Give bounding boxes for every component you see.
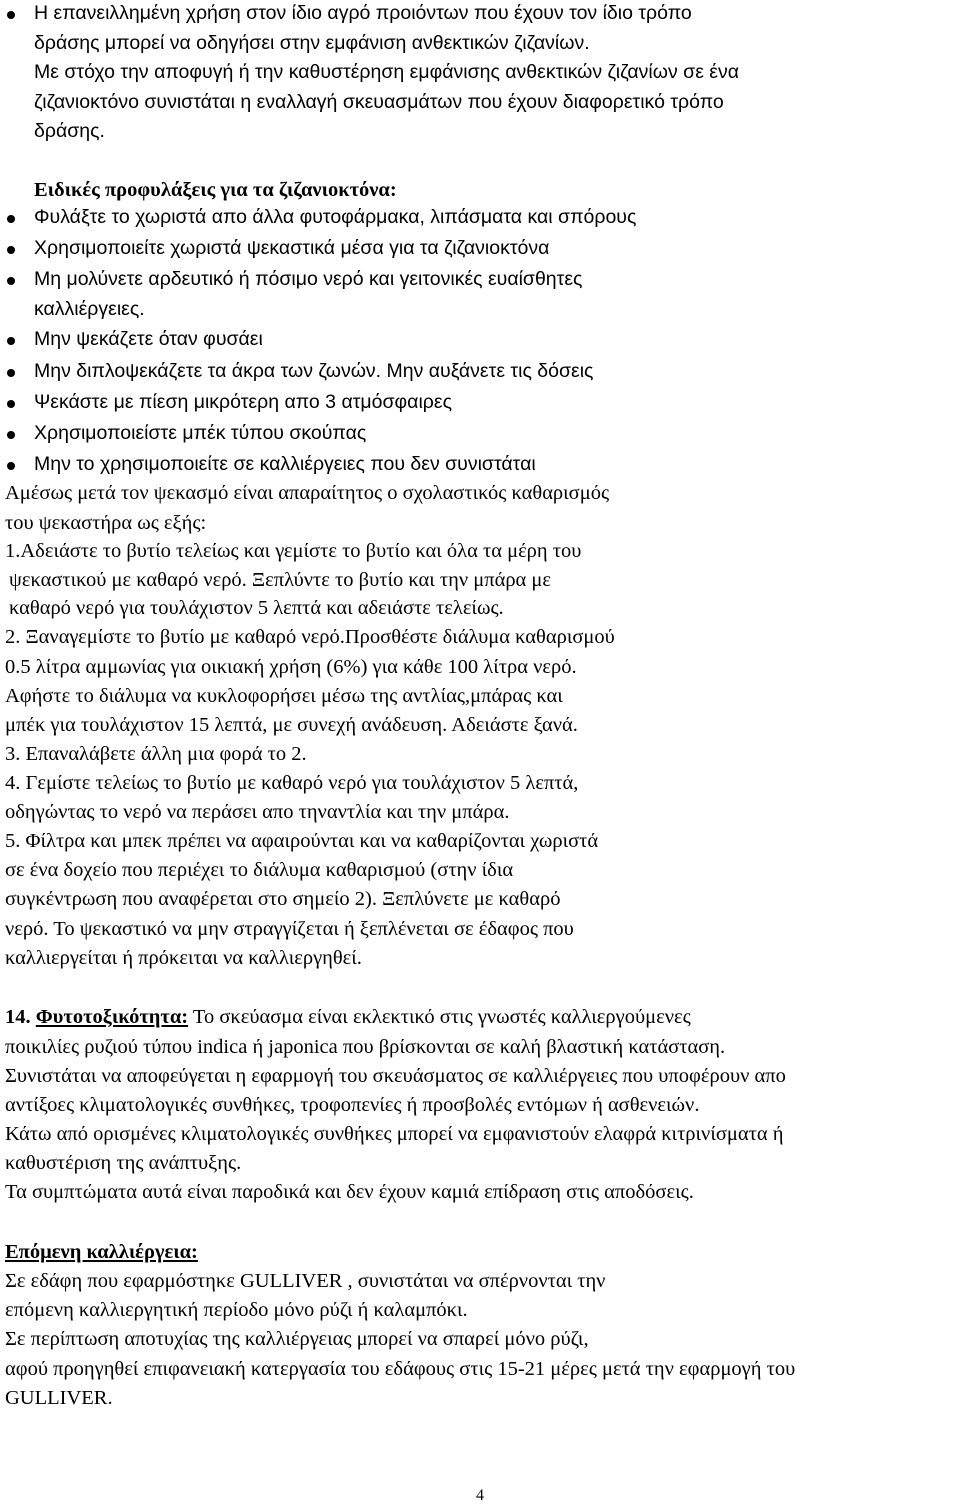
cleaning-line: σε ένα δοχείο που περιέχει το διάλυμα καθαρισμού (στην ίδια [5,859,514,881]
phytotoxicity-line: ποικιλίες ρυζιού τύπου indica ή japonica που βρίσκονται σε καλή βλαστική κατάσταση. [5,1036,726,1058]
precaution-item: Χρησιμοποιείτε χωριστά ψεκαστικά μέσα για τα ζιζανιοκτόνα [34,237,550,259]
phytotoxicity-number: 14. [5,1006,36,1028]
phytotoxicity-line: καθυστέριση της ανάπτυξης. [5,1152,242,1174]
cleaning-line: Αμέσως μετά τον ψεκασμό είναι απαραίτητος ο σχολαστικός καθαρισμός [5,482,610,504]
bullet-icon [7,462,15,470]
precaution-item-continued: καλλιέργειες. [34,298,145,320]
cleaning-line: οδηγώντας το νερό να περάσει απο τηναντλία και την μπάρα. [5,801,510,823]
next-crop-line: Σε περίπτωση αποτυχίας της καλλιέργειας μπορεί να σπαρεί μόνο ρύζι, [5,1328,589,1350]
next-crop-line: Σε εδάφη που εφαρμόστηκε GULLIVER , συνιστάται να σπέρνονται την [5,1270,606,1292]
cleaning-line: Αφήστε το διάλυμα να κυκλοφορήσει μέσω της αντλίας,μπάρας και [5,685,563,707]
precaution-item: Φυλάξτε το χωριστά απο άλλα φυτοφάρμακα, λιπάσματα και σπόρους [34,206,637,228]
bullet-icon [7,431,15,439]
bullet-icon [7,246,15,254]
cleaning-line: του ψεκαστήρα ως εξής: [5,512,207,534]
bullet-icon [7,400,15,408]
cleaning-line: ψεκαστικού με καθαρό νερό. Ξεπλύντε το βυτίο και την μπάρα με [9,569,552,591]
intro-line: ζιζανιοκτόνο συνιστάται η εναλλαγή σκευασμάτων που έχουν διαφορετικό τρόπο [34,91,724,113]
cleaning-line: 1.Αδειάστε το βυτίο τελείως και γεμίστε το βυτίο και όλα τα μέρη του [5,540,582,562]
cleaning-line: 5. Φίλτρα και μπεκ πρέπει να αφαιρούνται και να καθαρίζονται χωριστά [5,830,599,852]
intro-line: Η επανειλλημένη χρήση στον ίδιο αγρό προιόντων που έχουν τον ίδιο τρόπο [34,2,692,24]
cleaning-line: καθαρό νερό για τουλάχιστον 5 λεπτά και αδειάστε τελείως. [9,597,504,619]
precaution-item: Μην διπλοψεκάζετε τα άκρα των ζωνών. Μην αυξάνετε τις δόσεις [34,360,594,382]
bullet-icon [7,277,15,285]
bullet-icon [7,11,15,19]
precaution-item: Μην το χρησιμοποιείτε σε καλλιέργειες που δεν συνιστάται [34,453,536,475]
next-crop-line: αφού προηγηθεί επιφανειακή κατεργασία του εδάφους στις 15-21 μέρες μετά την εφαρμογή του [5,1358,796,1380]
next-crop-line: GULLIVER. [5,1387,113,1409]
cleaning-line: νερό. Το ψεκαστικό να μην στραγγίζεται ή ξεπλένεται σε έδαφος που [5,918,574,940]
intro-line: δράσης μπορεί να οδηγήσει στην εμφάνιση ανθεκτικών ζιζανίων. [34,32,590,54]
intro-line: Με στόχο την αποφυγή ή την καθυστέρηση εμφάνισης ανθεκτικών ζιζανίων σε ένα [34,61,740,83]
precaution-item: Μην ψεκάζετε όταν φυσάει [34,328,263,350]
intro-line: δράσης. [34,120,105,142]
phytotoxicity-first-line [5,1007,691,1028]
cleaning-line: 2. Ξαναγεμίστε το βυτίο με καθαρό νερό.Προσθέστε διάλυμα καθαρισμού [5,626,615,648]
cleaning-line: μπέκ για τουλάχιστον 15 λεπτά, με συνεχή ανάδευση. Αδειάστε ξανά. [5,714,578,736]
bullet-icon [7,337,15,345]
next-crop-line: επόμενη καλλιεργητική περίοδο μόνο ρύζι ή καλαμπόκι. [5,1299,468,1321]
precaution-item: Μη μολύνετε αρδευτικό ή πόσιμο νερό και γειτονικές ευαίσθητες [34,268,583,290]
bullet-icon [7,369,15,377]
phytotoxicity-text: Το σκεύασμα είναι εκλεκτικό στις γνωστές καλλιεργούμενες [188,1006,691,1028]
next-crop-heading-line [5,1242,198,1263]
phytotoxicity-line: Τα συμπτώματα αυτά είναι παροδικά και δεν έχουν καμιά επίδραση στις αποδόσεις. [5,1181,694,1203]
page-number: 4 [476,1487,484,1504]
next-crop-heading: Επόμενη καλλιέργεια: [5,1241,198,1263]
cleaning-line: 3. Επαναλάβετε άλλη μια φορά το 2. [5,743,307,765]
precaution-item: Ψεκάστε με πίεση μικρότερη απο 3 ατμόσφαιρες [34,391,452,413]
cleaning-line: 0.5 λίτρα αμμωνίας για οικιακή χρήση (6%) για κάθε 100 λίτρα νερό. [5,656,577,678]
precautions-heading: Ειδικές προφυλάξεις για τα ζιζανιοκτόνα: [34,179,397,201]
precaution-item: Χρησιμοποιείστε μπέκ τύπου σκούπας [34,422,367,444]
phytotoxicity-line: Κάτω από ορισμένες κλιματολογικές συνθήκες μπορεί να εμφανιστούν ελαφρά κιτρινίσματα ή [5,1123,784,1145]
cleaning-line: 4. Γεμίστε τελείως το βυτίο με καθαρό νερό για τουλάχιστον 5 λεπτά, [5,772,579,794]
phytotoxicity-line: Συνιστάται να αποφεύγεται η εφαρμογή του σκευάσματος σε καλλιέργειες που υποφέρουν απο [5,1065,786,1087]
phytotoxicity-line: αντίξοες κλιματολογικές συνθήκες, τροφοπενίες ή προσβολές εντόμων ή ασθενειών. [5,1094,700,1116]
bullet-icon [7,215,15,223]
cleaning-line: συγκέντρωση που αναφέρεται στο σημείο 2). Ξεπλύνετε με καθαρό [5,888,561,910]
phytotoxicity-heading: Φυτοτοξικότητα: [35,1006,189,1028]
cleaning-line: καλλιεργείται ή πρόκειται να καλλιεργηθεί. [5,947,362,969]
